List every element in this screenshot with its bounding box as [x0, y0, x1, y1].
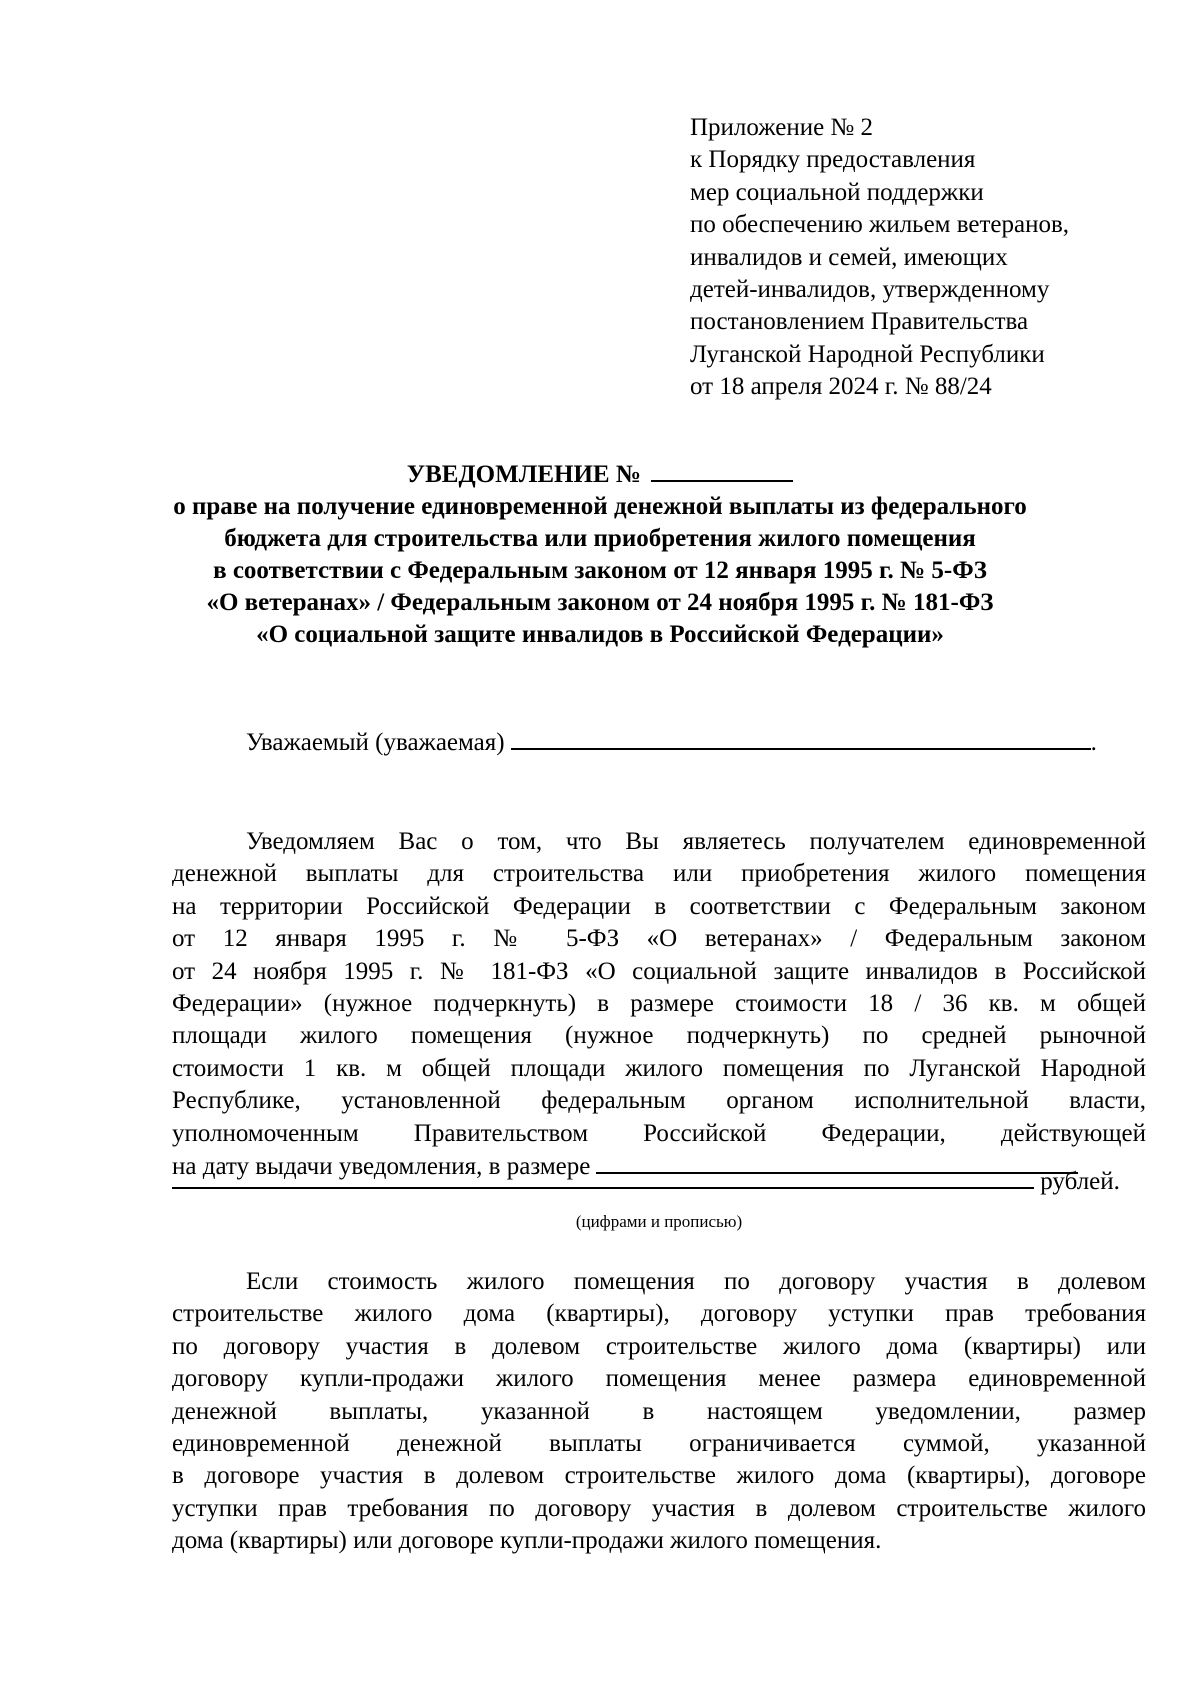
paragraph-line: от 24 ноября 1995 г. № 181-ФЗ «О социальной защите инвалидов в Российской — [172, 957, 1146, 985]
paragraph-line: единовременной денежной выплаты ограничивается суммой, указанной — [172, 1429, 1146, 1457]
title-line: бюджета для строительства или приобретения жилого помещения — [224, 525, 976, 552]
paragraph-line: на территории Российской Федерации в соответствии с Федеральным законом — [172, 892, 1146, 920]
notice-number-field[interactable] — [651, 458, 793, 482]
greeting-end: . — [1090, 729, 1097, 756]
amount-suffix: рублей. — [1040, 1168, 1120, 1195]
title-heading — [150, 458, 1050, 491]
limitation-paragraph — [172, 1266, 1146, 1558]
appendix-line: от 18 апреля 2024 г. № 88/24 — [690, 373, 992, 401]
paragraph-line: стоимости 1 кв. м общей площади жилого помещения по Луганской Народной — [172, 1054, 1146, 1082]
paragraph-line: договору купли-продажи жилого помещения менее размера единовременной — [172, 1365, 1146, 1393]
greeting-label: Уважаемый (уважаемая) — [246, 729, 505, 756]
paragraph-line: строительстве жилого дома (квартиры), договору уступки прав требования — [172, 1300, 1146, 1328]
paragraph-line: Уведомляем Вас о том, что Вы являетесь получателем единовременной — [246, 828, 1146, 855]
amount-prefix: на дату выдачи уведомления, в размере — [172, 1152, 591, 1180]
paragraph-line: Республике, установленной федеральным органом исполнительной власти, — [172, 1087, 1146, 1115]
amount-line — [172, 1165, 1146, 1198]
paragraph-line: по договору участия в долевом строительстве жилого дома (квартиры) или — [172, 1332, 1146, 1360]
paragraph-line: площади жилого помещения (нужное подчеркнуть) по средней рыночной — [172, 1022, 1146, 1050]
recipient-name-field[interactable] — [511, 726, 1091, 750]
paragraph-line: денежной выплаты, указанной в настоящем уведомлении, размер — [172, 1397, 1146, 1425]
appendix-line: детей-инвалидов, утвержденному — [690, 276, 1050, 304]
appendix-line: мер социальной поддержки — [690, 178, 984, 206]
title-line: «О социальной защите инвалидов в Российской Федерации» — [256, 621, 944, 648]
appendix-line: Луганской Народной Республики — [690, 340, 1045, 368]
paragraph-line: денежной выплаты для строительства или приобретения жилого помещения — [172, 860, 1146, 888]
title-line: «О ветеранах» / Федеральным законом от 24 ноября 1995 г. № 181-ФЗ — [206, 589, 994, 616]
appendix-line: Приложение № 2 — [690, 114, 874, 141]
amount-hint: (цифрами и прописью) — [575, 1212, 743, 1231]
document-title — [150, 458, 1050, 651]
appendix-line: по обеспечению жильем ветеранов, — [690, 211, 1070, 239]
title-line: о праве на получение единовременной денежной выплаты из федерального — [173, 493, 1027, 520]
appendix-reference — [690, 112, 1170, 404]
appendix-line: инвалидов и семей, имеющих — [690, 243, 1008, 271]
paragraph-line: Если стоимость жилого помещения по договору участия в долевом — [246, 1268, 1146, 1295]
appendix-line: постановлением Правительства — [690, 308, 1029, 336]
paragraph-line: уполномоченным Правительством Российской Федерации, действующей — [172, 1119, 1146, 1147]
paragraph-line: дома (квартиры) или договоре купли-продажи жилого помещения. — [172, 1527, 882, 1555]
paragraph-line: от 12 января 1995 г. № 5-ФЗ «О ветеранах» / Федеральным законом — [172, 925, 1146, 953]
greeting-line — [246, 726, 1146, 759]
paragraph-line: уступки прав требования по договору участия в долевом строительстве жилого — [172, 1494, 1146, 1522]
appendix-line: к Порядку предоставления — [690, 146, 976, 174]
amount-field[interactable] — [172, 1165, 1034, 1189]
title-heading-text: УВЕДОМЛЕНИЕ № — [406, 461, 641, 488]
title-line: в соответствии с Федеральным законом от 12 января 1995 г. № 5-ФЗ — [213, 557, 987, 584]
paragraph-line: в договоре участия в долевом строительстве жилого дома (квартиры), договоре — [172, 1462, 1146, 1490]
paragraph-line: Федерации» (нужное подчеркнуть) в размере стоимости 18 / 36 кв. м общей — [172, 989, 1146, 1017]
notification-paragraph — [172, 826, 1146, 1182]
